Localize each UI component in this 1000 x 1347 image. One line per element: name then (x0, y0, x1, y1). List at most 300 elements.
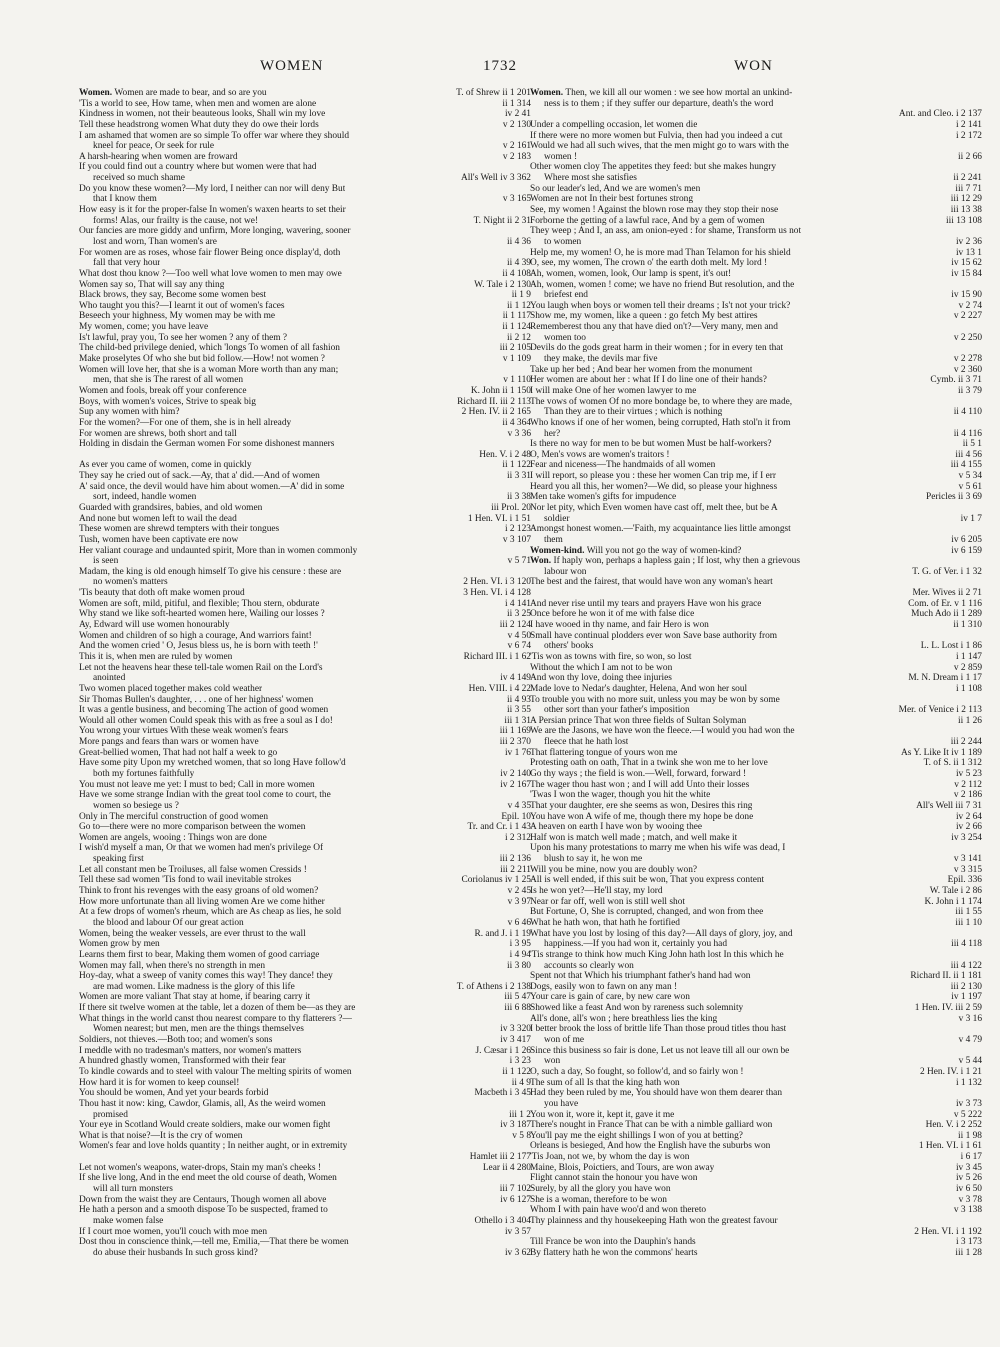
concordance-line (530, 492, 982, 503)
quotation-text: Women are angels, wooing : Things won are done (79, 832, 267, 843)
quotation-text: A Persian prince That won three fields of Sultan Solyman (530, 715, 747, 726)
concordance-line (79, 961, 531, 972)
quotation-text: The wager thou hast won ; and I will add Unto their losses (530, 779, 750, 790)
quotation-text: Go thy ways ; the field is won.—Well, forward, forward ! (530, 769, 747, 779)
quotation-text: Make proselytes Of who she but bid follow.—How! not women ? (79, 354, 325, 365)
quotation-text: We are the Jasons, we have won the fleece.—I would you had won the (530, 726, 795, 737)
quotation-text: Thy plainness and thy housekeeping Hath won the greatest favour (530, 1215, 778, 1226)
quotation-text: You laugh when boys or women tell their dreams ; Is't not your trick? (530, 300, 791, 311)
play-reference: i 2 141 (953, 120, 982, 131)
play-reference: v 1 110 (500, 375, 531, 386)
play-reference: ii 1 98 (955, 1131, 982, 1142)
play-reference: iii 13 38 (948, 205, 982, 216)
play-reference: ii 4 116 (951, 429, 982, 440)
concordance-line (530, 907, 982, 918)
concordance-line (530, 801, 982, 812)
quotation-text: won of me (544, 1035, 585, 1046)
concordance-line (79, 599, 531, 610)
concordance-line (79, 780, 531, 791)
quotation-text: I wish'd myself a man, Or that we women had men's privilege Of (79, 843, 324, 854)
concordance-line (79, 1216, 531, 1227)
play-reference: ii 3 55 (504, 705, 531, 716)
quotation-text: The sum of all Is that the king hath won (530, 1077, 680, 1088)
quotation-text: promised (93, 1109, 128, 1120)
concordance-line (530, 1110, 982, 1121)
play-reference: v 3 138 (951, 1205, 982, 1216)
concordance-line (79, 471, 531, 482)
concordance-line (530, 854, 982, 865)
play-reference: iii 2 124 (497, 620, 531, 631)
quotation-text: I have wooed in thy name, and fair Hero is won (530, 620, 709, 631)
concordance-line (79, 375, 531, 386)
quotation-text: For women are shrews, both short and tall (79, 428, 237, 439)
quotation-text: Will you not go the way of women-kind? (586, 545, 742, 556)
concordance-line (530, 237, 982, 248)
concordance-line (79, 482, 531, 493)
play-reference: v 4 35 (505, 801, 531, 812)
quotation-text: At a few drops of women's rheum, which are As cheap as lies, he sold (79, 907, 342, 918)
play-reference: iii 6 88 (501, 1003, 531, 1014)
quotation-text: Fear and niceness—The handmaids of all women (530, 460, 716, 471)
quotation-text: Only in The merciful construction of good women (79, 811, 269, 822)
play-reference: iii 4 56 (952, 450, 982, 461)
play-reference: ii 1 12 (504, 301, 531, 312)
quotation-text: Go to—there were no more comparison between the women (79, 822, 306, 833)
quotation-text: If haply won, perhaps a hapless gain ; If lost, why then a grievous (553, 556, 801, 567)
quotation-text: Near or far off, well won is still well shot (530, 896, 686, 907)
quotation-text: anointed (93, 673, 126, 684)
concordance-line (530, 1078, 982, 1089)
quotation-text: women too (544, 332, 586, 343)
quotation-text: To trouble you with no more suit, unless you may be won by some (530, 694, 780, 705)
play-reference: Mer. of Venice i 2 113 (896, 705, 982, 716)
concordance-line (530, 673, 982, 684)
play-reference: T. of Shrew ii 1 201 (453, 88, 531, 99)
play-reference: ii 1 310 (950, 620, 982, 631)
play-reference: v 3 107 (500, 535, 531, 546)
concordance-line (530, 120, 982, 131)
quotation-text: And the women cried ' O, Jesus bless us, he is born with teeth !' (79, 641, 318, 652)
quotation-text: Your care is gain of care, by new care won (530, 992, 690, 1003)
play-reference: Coriolanus iv 1 25 (458, 875, 531, 886)
play-reference: v 2 278 (951, 354, 982, 365)
play-reference: iii 4 122 (948, 961, 982, 972)
concordance-line (79, 1152, 531, 1163)
play-reference: iii 13 108 (943, 216, 982, 227)
concordance-line (79, 790, 531, 801)
concordance-line (530, 599, 982, 610)
quotation-text: Devils do the gods great harm in their women ; for in every ten that (530, 343, 784, 354)
play-reference: ii 4 110 (951, 407, 982, 418)
concordance-line (79, 1173, 531, 1184)
quotation-text: 'Tis beauty that doth oft make women proud (79, 588, 245, 599)
quotation-text: If I court moe women, you'll couch with moe men (79, 1226, 268, 1237)
quotation-text: Two women placed together makes cold weather (79, 683, 263, 694)
play-reference: ii 1 124 (499, 322, 531, 333)
quotation-text: Maine, Blois, Poictiers, and Tours, are won away (530, 1162, 715, 1173)
quotation-text: 'Twas I won the wager, though you hit the white (530, 790, 711, 801)
quotation-text: If there sit twelve women at the table, let a dozen of them be—as they are (79, 1003, 356, 1014)
concordance-line (530, 726, 982, 737)
concordance-line (530, 929, 982, 940)
quotation-text: fall that very hour (93, 258, 161, 269)
concordance-line (79, 939, 531, 950)
concordance-line (530, 1227, 982, 1238)
quotation-text: do abuse their husbands In such gross kind? (93, 1247, 258, 1258)
play-reference: iv 3 417 (497, 1035, 531, 1046)
quotation-text: 'Tis won as towns with fire, so won, so lost (530, 651, 692, 662)
play-reference: iv 2 140 (497, 769, 531, 780)
quotation-text: I am ashamed that women are so simple To offer war where they should (79, 130, 350, 141)
concordance-line (79, 173, 531, 184)
concordance-line (530, 386, 982, 397)
quotation-text: they make, the devils mar five (544, 354, 658, 365)
play-reference: ii 4 364 (499, 418, 531, 429)
concordance-line (530, 556, 982, 567)
play-reference: v 2 227 (951, 311, 982, 322)
concordance-line (530, 641, 982, 652)
play-reference: iv 6 127 (497, 1195, 531, 1206)
concordance-line (530, 109, 982, 120)
concordance-line (530, 748, 982, 759)
concordance-line (79, 343, 531, 354)
concordance-line (79, 535, 531, 546)
concordance-line (79, 641, 531, 652)
play-reference: Ant. and Cleo. i 2 137 (896, 109, 982, 120)
quotation-text: How hard it is for women to keep counsel! (79, 1077, 240, 1088)
play-reference: iii 7 71 (952, 184, 982, 195)
concordance-line (530, 365, 982, 376)
quotation-text: By flattery hath he won the commons' hearts (530, 1247, 698, 1258)
quotation-text: Women are soft, mild, pitiful, and flexible; Thou stern, obdurate (79, 598, 320, 609)
concordance-line (79, 546, 531, 557)
quotation-text: lost and worn, Than women's are (93, 236, 217, 247)
quotation-text: Forborne the getting of a lawful race, And by a gem of women (530, 215, 765, 226)
concordance-line (79, 88, 531, 99)
quotation-text: the blood and labour Of our great action (93, 917, 244, 928)
quotation-text: A harsh-hearing when women are froward (79, 151, 238, 162)
quotation-text: Men take women's gifts for impudence (530, 492, 677, 503)
concordance-line (530, 311, 982, 322)
quotation-text: Than they are to their virtues ; which is nothing (544, 407, 723, 418)
right-column (530, 88, 982, 1258)
quotation-text: They weep ; And I, an ass, am onion-eyed : for shame, Transform us not (530, 226, 802, 237)
concordance-line (530, 1152, 982, 1163)
play-reference: iv 6 50 (953, 1184, 982, 1195)
play-reference: iii 2 136 (497, 854, 531, 865)
quotation-text: Under a compelling occasion, let women die (530, 119, 698, 130)
concordance-line (530, 546, 982, 557)
play-reference: iv 2 41 (502, 109, 531, 120)
concordance-line (530, 1184, 982, 1195)
quotation-text: her? (544, 428, 561, 439)
concordance-line (530, 609, 982, 620)
play-reference: iv 13 1 (953, 248, 982, 259)
quotation-text: Her valiant courage and undaunted spirit, More than in women commonly (79, 545, 358, 556)
quotation-text: How more unfortunate than all living women Are we come hither (79, 896, 325, 907)
concordance-line (530, 663, 982, 674)
concordance-line (79, 865, 531, 876)
play-reference: v 3 36 (505, 429, 531, 440)
play-reference: ii 4 39 (504, 258, 531, 269)
concordance-line (530, 865, 982, 876)
concordance-line (530, 1024, 982, 1035)
concordance-line (79, 333, 531, 344)
quotation-text: Hoy-day, what a sweep of vanity comes this way! They dance! they (79, 971, 333, 982)
concordance-line (79, 663, 531, 674)
play-reference: iv 3 57 (502, 1227, 531, 1238)
concordance-line (79, 1003, 531, 1014)
quotation-text: Women are not In their best fortunes strong (530, 194, 694, 205)
concordance-line (79, 631, 531, 642)
quotation-text: A' said once, the devil would have him about women.—A' did in some (79, 481, 345, 492)
concordance-line (530, 812, 982, 823)
concordance-line (79, 1248, 531, 1259)
concordance-line (79, 439, 531, 450)
concordance-line (79, 162, 531, 173)
concordance-line (79, 1088, 531, 1099)
quotation-text: Madam, the king is old enough himself To give his censure : these are (79, 566, 342, 577)
quotation-text: Soldiers, not thieves.—Both too; and women's sons (79, 1035, 273, 1046)
concordance-line (79, 1035, 531, 1046)
play-reference: ii 2 12 (504, 333, 531, 344)
quotation-text: What he hath won, that hath he fortified (530, 917, 680, 928)
play-reference: v 5 61 (956, 482, 982, 493)
quotation-text: them (544, 534, 563, 545)
quotation-text: They say he cried out of sack.—Ay, that a' did.—And of women (79, 471, 320, 482)
play-reference: J. Cæsar i 1 26 (473, 1046, 531, 1057)
concordance-line (79, 812, 531, 823)
concordance-line (79, 258, 531, 269)
concordance-line (530, 1237, 982, 1248)
play-reference: W. Tale i 2 130 (471, 280, 531, 291)
quotation-text: soldier (544, 513, 570, 524)
play-reference: M. N. Dream i 1 17 (905, 673, 982, 684)
quotation-text: Sup any women with him? (79, 407, 180, 418)
quotation-text: both my fortunes faithfully (93, 769, 195, 779)
play-reference: R. and J. i 1 19 (471, 929, 531, 940)
quotation-text: Women are made to bear, and so are you (114, 88, 267, 98)
concordance-line (79, 950, 531, 961)
concordance-line (79, 567, 531, 578)
quotation-text: These women are shrewd tempters with their tongues (79, 524, 280, 535)
concordance-line (530, 875, 982, 886)
concordance-line (530, 429, 982, 440)
play-reference: iv 5 23 (953, 769, 982, 780)
play-reference: iii 5 47 (501, 992, 531, 1003)
concordance-line (79, 120, 531, 131)
play-reference: i 2 312 (502, 833, 531, 844)
concordance-line (79, 184, 531, 195)
quotation-text: ness is to them ; if they suffer our departure, death's the word (544, 98, 774, 109)
concordance-line (530, 992, 982, 1003)
concordance-line (79, 1024, 531, 1035)
quotation-text: You wrong your virtues With these weak women's fears (79, 726, 289, 737)
play-reference: T. G. of Ver. i 1 32 (909, 567, 982, 578)
concordance-line (79, 1120, 531, 1131)
quotation-text: women ! (544, 151, 578, 162)
left-column (79, 88, 531, 1258)
quotation-text: Women and fools, break off your conference (79, 385, 247, 396)
concordance-line (79, 897, 531, 908)
play-reference: v 2 186 (951, 790, 982, 801)
concordance-line (79, 1184, 531, 1195)
quotation-text: Women will love her, that she is a woman More worth than any man; (79, 364, 339, 375)
quotation-text: This it is, when men are ruled by women (79, 651, 233, 662)
quotation-text: Is he won yet?—He'll stay, my lord (530, 886, 663, 897)
quotation-text: other sort than your father's imposition (544, 705, 690, 716)
concordance-line (530, 397, 982, 408)
play-reference: K. John i 1 174 (921, 897, 982, 908)
play-reference: ii 2 66 (955, 152, 982, 163)
quotation-text: are mad women. Like madness is the glory of this life (93, 981, 295, 992)
concordance-line (79, 843, 531, 854)
quotation-text: Have we some strange Indian with the great tool come to court, the (79, 790, 331, 801)
quotation-text: Amongst honest women.—'Faith, my acquaintance lies little amongst (530, 524, 791, 535)
concordance-line (530, 439, 982, 450)
concordance-line (530, 152, 982, 163)
concordance-line (79, 769, 531, 780)
concordance-line (530, 322, 982, 333)
play-reference: 2 Hen. IV. ii 2 165 (459, 407, 531, 418)
play-reference: Richard II. ii 1 181 (907, 971, 982, 982)
concordance-line (530, 205, 982, 216)
quotation-text: You'll pay me the eight shillings I won of you at betting? (530, 1130, 743, 1141)
concordance-line (530, 226, 982, 237)
quotation-text: you have (544, 1098, 579, 1109)
quotation-text: He hath a person and a smooth dispose To be suspected, framed to (79, 1205, 328, 1216)
quotation-text: Tell these sad women 'Tis fond to wail inevitable strokes (79, 875, 292, 886)
play-reference: iii 12 29 (948, 194, 982, 205)
play-reference: iv 3 320 (497, 1024, 531, 1035)
concordance-line (79, 918, 531, 929)
play-reference: iv 6 159 (948, 546, 982, 557)
concordance-line (530, 833, 982, 844)
quotation-text: Why stand we like soft-hearted women here, Wailing our losses ? (79, 609, 325, 620)
quotation-text: Without the which I am not to be won (530, 662, 673, 673)
quotation-text: kneel for peace, Or seek for rule (93, 141, 215, 152)
quotation-text: O, Men's vows are women's traitors ! (530, 449, 670, 460)
concordance-line (530, 1014, 982, 1025)
play-reference: v 5 8 (509, 1131, 531, 1142)
concordance-line (79, 1141, 531, 1152)
play-reference: iv 15 62 (948, 258, 982, 269)
quotation-text: Beseech your highness, My women may be with me (79, 311, 276, 322)
quotation-text: no women's matters (93, 577, 168, 588)
play-reference: Tr. and Cr. i 1 43 (465, 822, 531, 833)
play-reference: v 2 112 (951, 780, 982, 791)
concordance-line (530, 471, 982, 482)
play-reference: v 3 315 (951, 865, 982, 876)
play-reference: iii 4 118 (948, 939, 982, 950)
quotation-text: Women grow by men (79, 939, 160, 950)
play-reference: ii 4 36 (504, 237, 531, 248)
play-reference: Hen. VIII. i 4 22 (466, 684, 531, 695)
concordance-line (79, 311, 531, 322)
concordance-line (79, 673, 531, 684)
concordance-line (79, 1014, 531, 1025)
concordance-line (530, 503, 982, 514)
play-reference: W. Tale i 2 86 (927, 886, 982, 897)
quotation-text: I meddle with no tradesman's matters, nor women's matters (79, 1045, 302, 1056)
concordance-line (79, 833, 531, 844)
quotation-text: Will you be mine, now you are doubly won? (530, 864, 698, 875)
quotation-text: What things in the world canst thou nearest compare to thy flatterers ?— (79, 1013, 352, 1024)
quotation-text: fleece that he hath lost (544, 737, 629, 748)
quotation-text: I better brook the loss of brittle life Than those proud titles thou hast (530, 1024, 787, 1035)
concordance-line (530, 737, 982, 748)
concordance-line (530, 577, 982, 588)
quotation-text: Women and children of so high a courage, And warriors faint! (79, 630, 312, 641)
concordance-line (530, 173, 982, 184)
concordance-line (530, 375, 982, 386)
quotation-text: Orleans is besieged, And how the English have the suburbs won (530, 1141, 771, 1152)
concordance-line (79, 290, 531, 301)
quotation-text: What have you lost by losing of this day?—All days of glory, joy, and (530, 928, 793, 939)
quotation-text: Rememberest thou any that have died on't?—Very many, men and (530, 322, 778, 333)
quotation-text: Where most she satisfies (544, 173, 637, 184)
quotation-text: Guarded with grandsires, babies, and old women (79, 502, 263, 513)
concordance-line (530, 141, 982, 152)
play-reference: ii 3 38 (504, 492, 531, 503)
concordance-line (530, 354, 982, 365)
play-reference: i 2 172 (953, 131, 982, 142)
play-reference: iv 3 254 (948, 833, 982, 844)
play-reference: v 3 165 (500, 194, 531, 205)
play-reference: v 3 78 (956, 1195, 982, 1206)
play-reference: 2 Hen. VI. i 3 120 (460, 577, 531, 588)
concordance-line (530, 418, 982, 429)
quotation-text: To kindle cowards and to steel with valour The melting spirits of women (79, 1066, 352, 1077)
quotation-text: I will make One of her women lawyer to me (530, 385, 697, 396)
concordance-line (530, 1195, 982, 1206)
concordance-line (530, 333, 982, 344)
play-reference: i 6 17 (958, 1152, 982, 1163)
concordance-line (79, 322, 531, 333)
quotation-text: Women say so, That will say any thing (79, 279, 225, 290)
concordance-line (530, 1088, 982, 1099)
quotation-text: Your eye in Scotland Would create soldiers, make our women fight (79, 1120, 331, 1131)
play-reference: All's Well iv 3 362 (458, 173, 531, 184)
play-reference: Com. of Er. v 1 116 (905, 599, 982, 610)
concordance-line (79, 109, 531, 120)
play-reference: iii 4 155 (948, 460, 982, 471)
concordance-line (79, 524, 531, 535)
quotation-text: Is't lawful, pray you, To see her women ? any of them ? (79, 332, 288, 343)
concordance-line (530, 131, 982, 142)
play-reference: v 3 141 (951, 854, 982, 865)
concordance-line (79, 450, 531, 461)
quotation-text: And never rise until my tears and prayers Have won his grace (530, 598, 762, 609)
concordance-line (530, 482, 982, 493)
quotation-text: Dost thou in conscience think,—tell me, Emilia,—That there be women (79, 1237, 349, 1248)
concordance-line (530, 184, 982, 195)
quotation-text: But Fortune, O, She is corrupted, changed, and won from thee (530, 907, 764, 918)
quotation-text: Her women are about her : what If I do line one of their hands? (530, 375, 767, 386)
concordance-line (530, 1035, 982, 1046)
headword: Women. (79, 88, 115, 98)
quotation-text: Till France be won into the Dauphin's hands (530, 1237, 696, 1248)
quotation-text: briefest end (544, 290, 588, 301)
concordance-line (530, 460, 982, 471)
quotation-text: More pangs and fears than wars or women have (79, 737, 259, 748)
concordance-line (79, 886, 531, 897)
play-reference: Lear ii 4 280 (480, 1163, 531, 1174)
quotation-text: to women (544, 236, 582, 247)
concordance-line (530, 769, 982, 780)
concordance-line (530, 1003, 982, 1014)
quotation-text: Women may fall, when there's no strength in men (79, 960, 266, 971)
